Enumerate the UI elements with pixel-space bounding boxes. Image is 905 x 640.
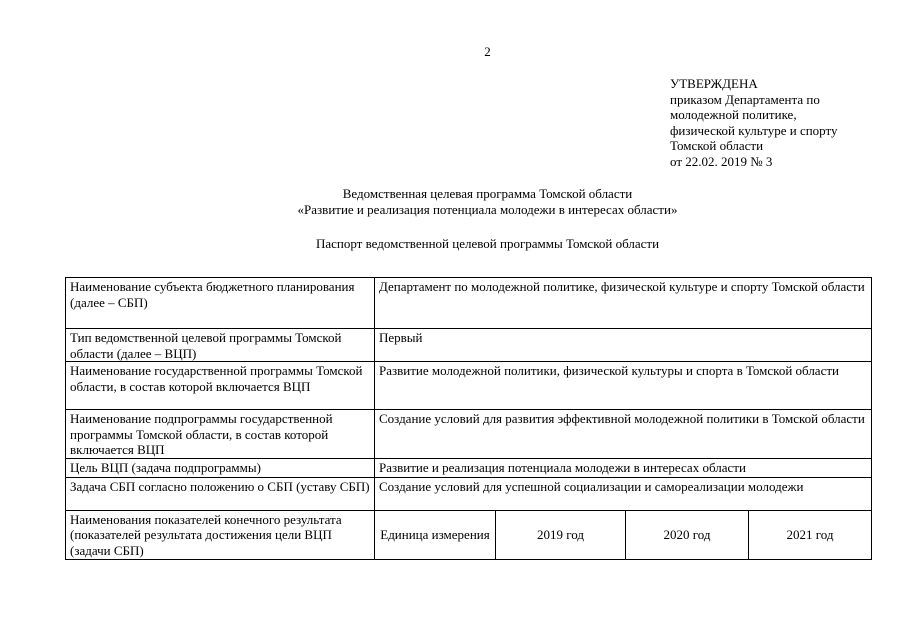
row-label: Наименование подпрограммы государственной программы Томской области, в состав которой включается ВЦП [66,410,375,459]
row-value: Развитие молодежной политики, физической культуры и спорта в Томской области [375,362,872,410]
approval-line: Томской области [670,138,764,153]
approval-line: физической культуре и спорту [670,122,838,138]
table-row [66,278,872,329]
program-title-line: Ведомственная целевая программа Томской области [342,186,633,201]
approval-stamp [670,76,890,169]
approval-line: молодежной политике, [670,107,797,122]
year-header: 2020 год [626,510,749,559]
table-row [66,458,872,477]
approval-heading: УТВЕРЖДЕНА [670,76,758,91]
row-value: Первый [375,329,872,362]
indicators-label: Наименования показателей конечного результата (показателей результата достижения цели ВЦП (задачи СБП) [66,510,375,559]
passport-table [65,277,872,560]
table-row [66,410,872,459]
year-header: 2021 год [749,510,872,559]
page-number: 2 [484,44,491,59]
table-row [66,329,872,362]
row-label: Задача СБП согласно положению о СБП (уставу СБП) [66,477,375,510]
row-label: Наименование субъекта бюджетного планирования (далее – СБП) [66,278,375,329]
row-value: Департамент по молодежной политике, физической культуре и спорту Томской области [375,278,872,329]
table-row [66,362,872,410]
program-name: «Развитие и реализация потенциала молодежи в интересах области» [297,202,678,217]
indicators-row [66,510,872,559]
passport-title: Паспорт ведомственной целевой программы Томской области [315,236,660,251]
row-label: Наименование государственной программы Томской области, в состав которой включается ВЦП [66,362,375,410]
row-label: Цель ВЦП (задача подпрограммы) [66,458,375,477]
row-label: Тип ведомственной целевой программы Томской области (далее – ВЦП) [66,329,375,362]
row-value: Создание условий для развития эффективной молодежной политики в Томской области [375,410,872,459]
year-header: 2019 год [496,510,626,559]
approval-line: приказом Департамента по [670,91,820,107]
unit-header: Единица измерения [375,510,496,559]
row-value: Создание условий для успешной социализации и самореализации молодежи [375,477,872,510]
program-title [0,186,905,218]
table-row [66,477,872,510]
approval-date-line: от 22.02. 2019 № 3 [670,153,773,169]
row-value: Развитие и реализация потенциала молодежи в интересах области [375,458,872,477]
